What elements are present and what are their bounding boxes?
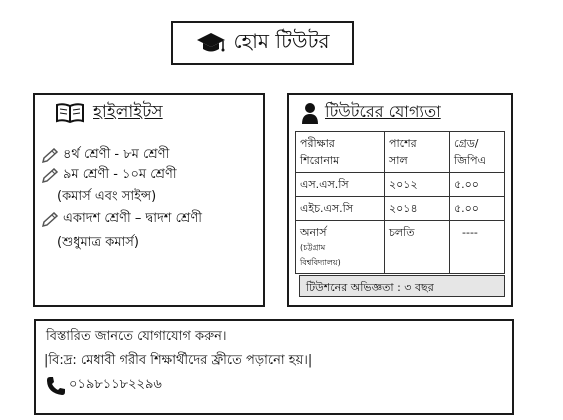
highlight-subnote: (কমার্স এবং সাইন্স) xyxy=(57,189,157,204)
highlight-item: ৯ম শ্রেণী - ১০ম শ্রেণী xyxy=(41,165,177,186)
highlights-heading xyxy=(55,99,163,127)
highlights-box xyxy=(33,93,265,307)
phone-icon xyxy=(46,376,66,396)
table-row xyxy=(296,221,505,274)
phone-line xyxy=(46,375,162,396)
experience-bar: টিউশনের অভিজ্ঞতা : ৩ বছর xyxy=(299,275,505,297)
table-cell: ২০১২ xyxy=(385,173,450,197)
phone-number[interactable]: ০১৯৮১১৮২২৯৬ xyxy=(69,377,162,392)
highlight-subnote: (শুধুমাত্র কমার্স) xyxy=(57,235,139,250)
highlight-item: একাদশ শ্রেণী – দ্বাদশ শ্রেণী xyxy=(41,209,202,230)
table-cell: চলতি xyxy=(385,221,450,274)
table-cell: ৫.০০ xyxy=(450,173,505,197)
table-cell: এস.এস.সি xyxy=(296,173,385,197)
table-header-cell: গ্রেড/ জিপিএ xyxy=(450,132,505,173)
honours-note: (চট্টগ্রাম বিশ্ববিদ্যালয়) xyxy=(300,243,341,267)
contact-box xyxy=(34,319,514,415)
title-box xyxy=(171,21,354,65)
table-cell: ৫.০০ xyxy=(450,197,505,221)
table-header-row xyxy=(296,132,505,173)
qualifications-table xyxy=(295,131,505,274)
table-row xyxy=(296,173,505,197)
table-row xyxy=(296,197,505,221)
page-title: হোম টিউটর xyxy=(233,28,330,53)
table-header-cell: পাশের সাল xyxy=(385,132,450,173)
highlight-item: ৪র্থ শ্রেণী - ৮ম শ্রেণী xyxy=(41,145,169,166)
pencil-icon xyxy=(41,168,59,184)
graduation-cap-icon xyxy=(196,31,226,55)
table-cell: ---- xyxy=(450,221,505,274)
qualifications-heading xyxy=(301,99,441,126)
qualifications-title: টিউটরের যোগ্যতা xyxy=(325,102,441,121)
qualifications-box xyxy=(287,93,513,307)
user-icon xyxy=(301,102,319,124)
highlights-title: হাইলাইটস xyxy=(93,102,163,122)
table-cell: অনার্স (চট্টগ্রাম বিশ্ববিদ্যালয়) xyxy=(296,221,385,274)
table-cell: ২০১৪ xyxy=(385,197,450,221)
pencil-icon xyxy=(41,148,59,164)
open-book-icon xyxy=(55,102,85,124)
pencil-icon xyxy=(41,212,59,228)
table-cell: এইচ.এস.সি xyxy=(296,197,385,221)
contact-line: বিস্তারিত জানতে যোগাযোগ করুন। xyxy=(46,329,227,344)
table-header-cell: পরীক্ষার শিরোনাম xyxy=(296,132,385,173)
note-line: |বি:দ্র: মেধাবী গরীব শিক্ষার্থীদের ফ্রীতে পড়ানো হয়।| xyxy=(44,353,313,368)
